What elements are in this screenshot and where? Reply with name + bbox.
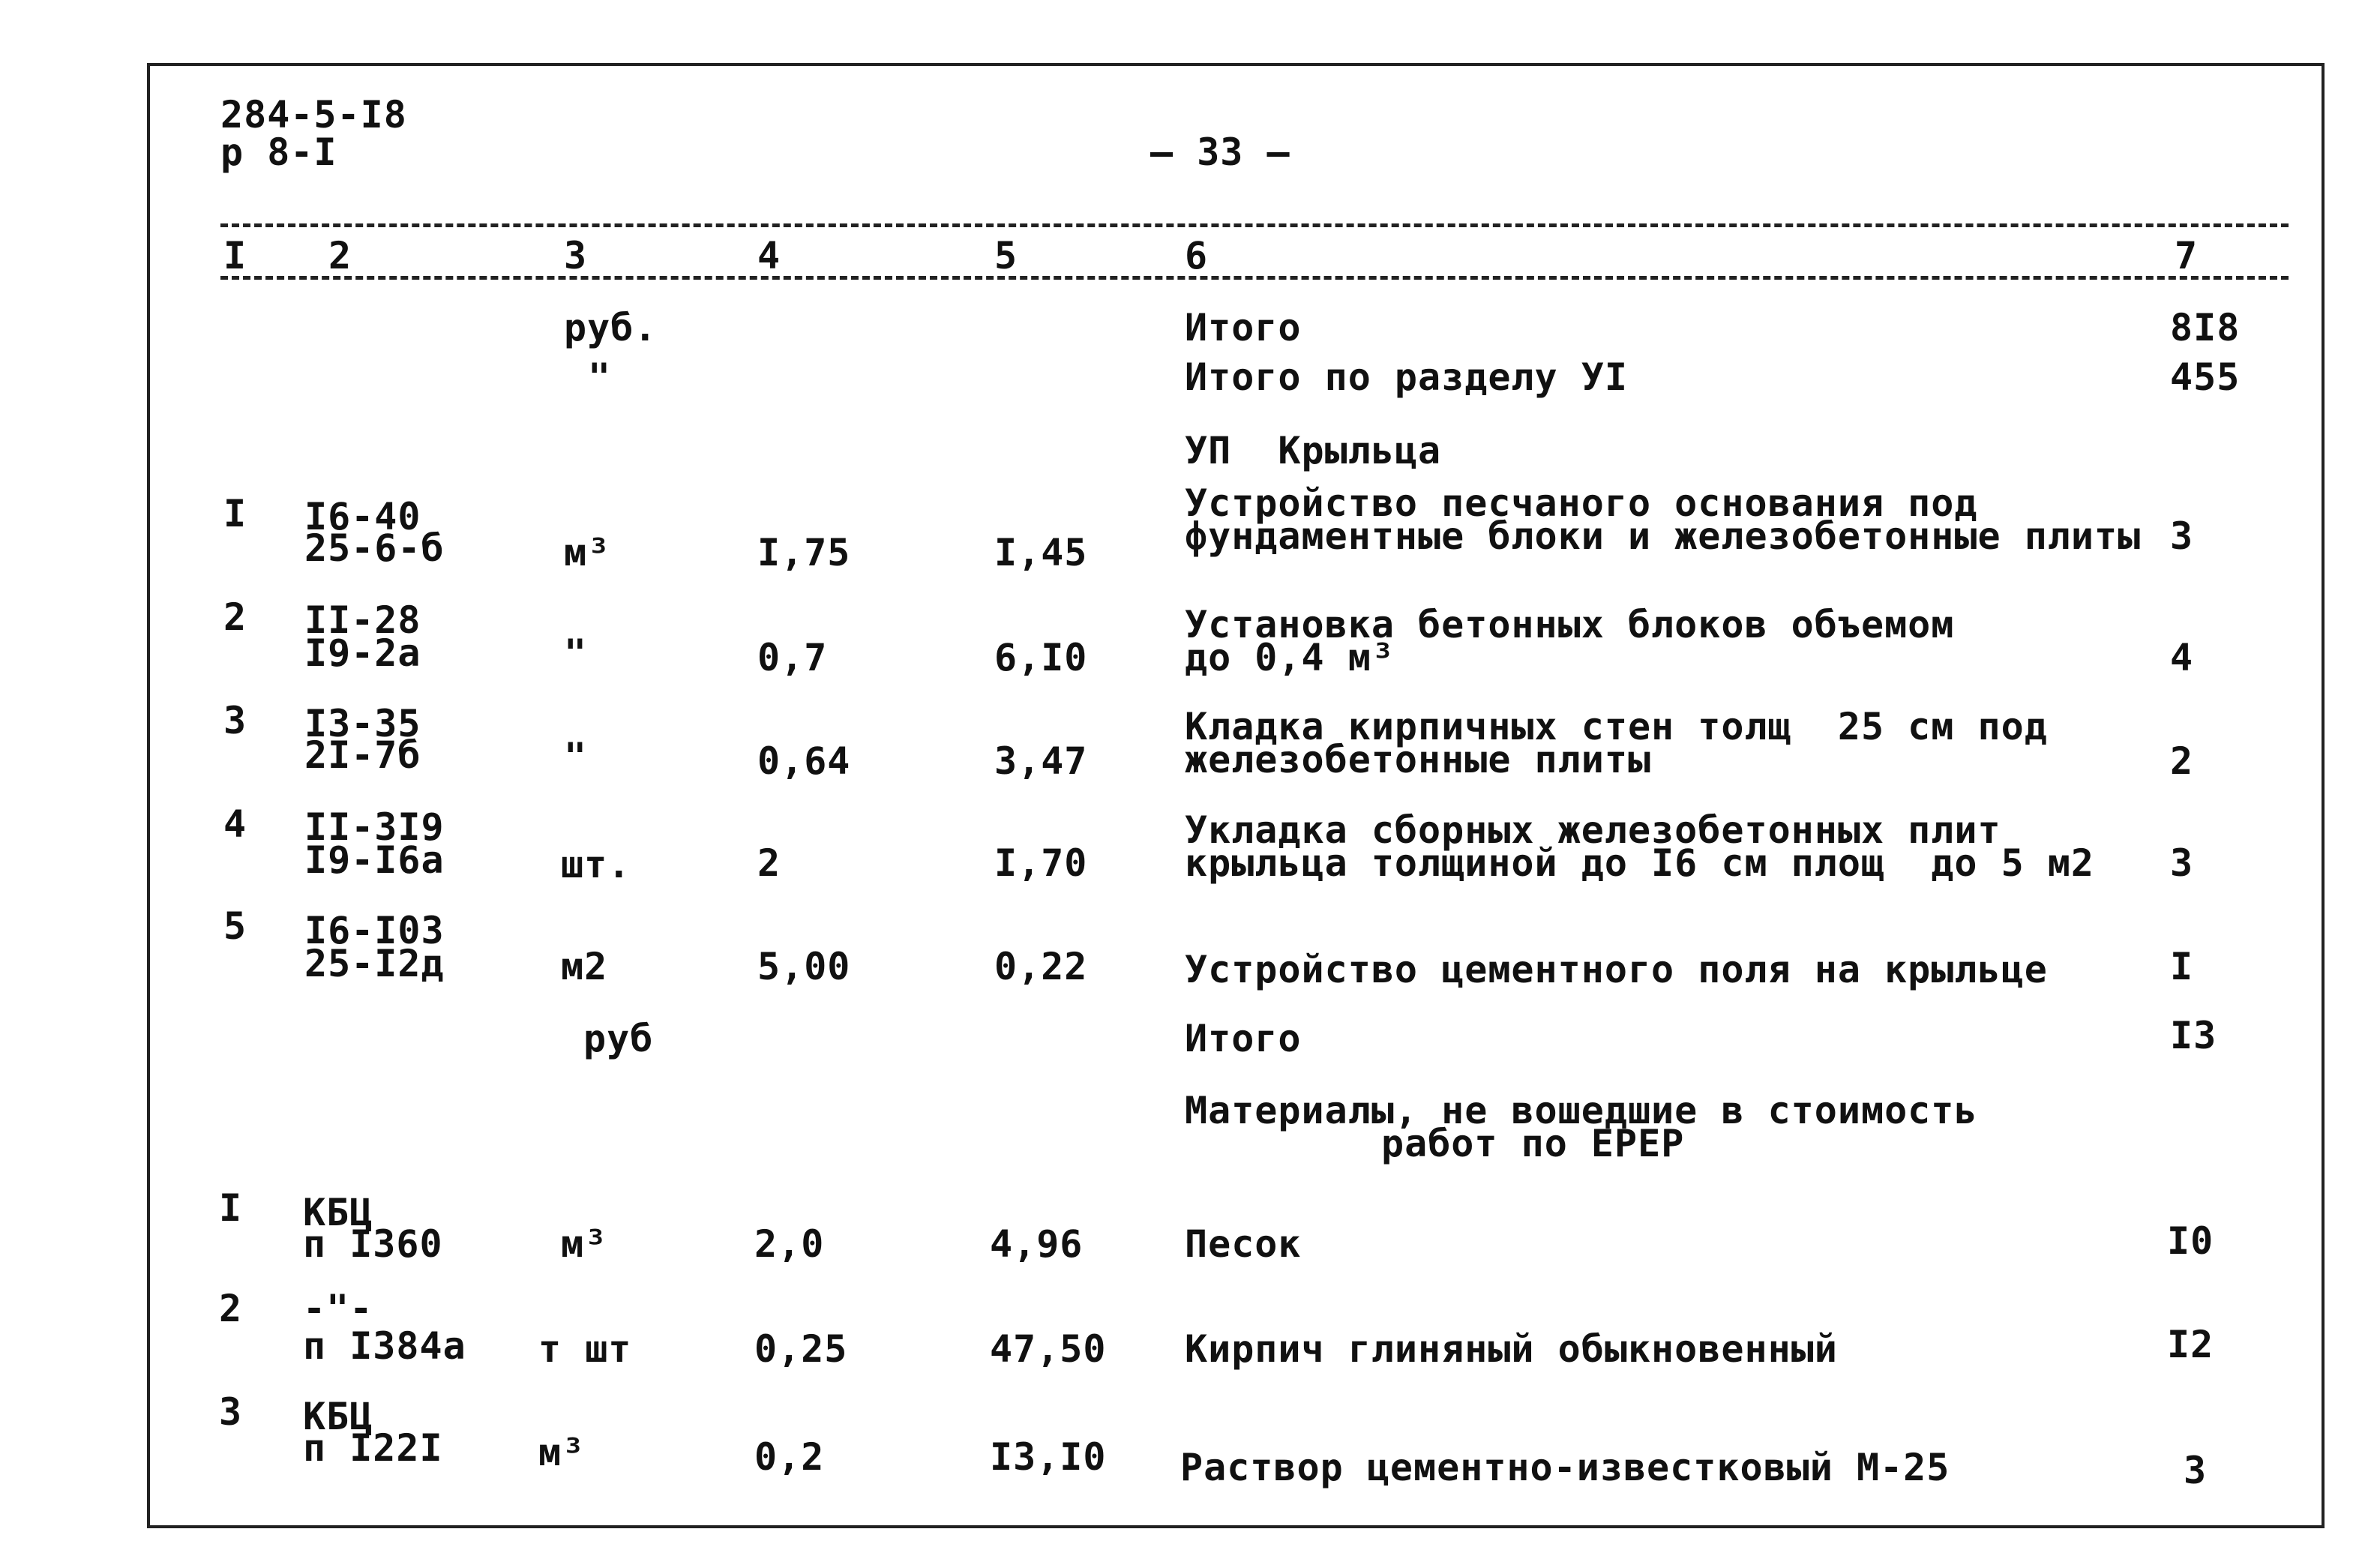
work-description: крыльца толщиной до I6 см площ до 5 м2 xyxy=(1185,841,2094,885)
unit: м³ xyxy=(564,531,611,574)
quantity: I,75 xyxy=(757,531,851,574)
summary-desc: Итого xyxy=(1185,306,1302,349)
work-description: Кладка кирпичных стен толщ 25 см под xyxy=(1185,705,2048,748)
unit: т шт xyxy=(538,1327,632,1371)
norm-code: II-28 xyxy=(304,598,421,642)
unit: м³ xyxy=(538,1431,586,1474)
row-total: 4 xyxy=(2170,636,2194,679)
quantity: 2 xyxy=(757,841,781,885)
summary-desc: Итого по разделу УI xyxy=(1185,355,1628,399)
unit: м2 xyxy=(561,945,608,988)
summary-total: 8I8 xyxy=(2170,306,2241,349)
unit-price: 47,50 xyxy=(990,1327,1107,1371)
materials-heading: Материалы, не вошедшие в стоимость xyxy=(1185,1089,1978,1132)
unit: " xyxy=(564,631,588,675)
row-total: I0 xyxy=(2167,1219,2214,1263)
norm-code: II-3I9 xyxy=(304,805,445,849)
material-name: Кирпич глиняный обыкновенный xyxy=(1185,1327,1838,1371)
subtotal-unit: руб xyxy=(583,1017,654,1060)
unit-price: I,45 xyxy=(994,531,1088,574)
summary-unit: " xyxy=(588,355,612,399)
col-5: 5 xyxy=(994,234,1018,277)
quantity: 0,2 xyxy=(754,1435,825,1479)
source-code: КБЦ xyxy=(303,1191,373,1234)
work-description: Установка бетонных блоков объемом xyxy=(1185,603,1955,646)
row-total: 3 xyxy=(2170,841,2194,885)
work-description: Устройство цементного поля на крыльце xyxy=(1185,948,2048,991)
norm-code: I6-I03 xyxy=(304,909,445,952)
work-description: железобетонные плиты xyxy=(1185,738,1652,781)
doc-code: 284-5-I8 xyxy=(220,93,407,136)
row-total: 3 xyxy=(2184,1449,2208,1492)
col-1: I xyxy=(223,234,247,277)
price-code: I9-2а xyxy=(304,631,421,675)
page-number: — 33 — xyxy=(1150,130,1290,174)
unit: м³ xyxy=(561,1222,608,1266)
col-2: 2 xyxy=(328,234,352,277)
header-rule-bottom xyxy=(220,276,2289,280)
price-code: 2I-7б xyxy=(304,733,421,777)
unit-price: 4,96 xyxy=(990,1222,1084,1266)
quantity: 0,64 xyxy=(757,739,851,783)
unit-price: I3,I0 xyxy=(990,1435,1107,1479)
col-4: 4 xyxy=(757,234,781,277)
summary-unit: руб. xyxy=(564,306,658,349)
source-code: -"- xyxy=(303,1287,373,1330)
row-number: I xyxy=(219,1186,243,1230)
row-number: 3 xyxy=(223,699,247,742)
unit: шт. xyxy=(561,843,631,886)
quantity: 2,0 xyxy=(754,1222,825,1266)
norm-code: I6-40 xyxy=(304,495,421,538)
work-description: до 0,4 м³ xyxy=(1185,636,1395,679)
sheet-number: р 8-I xyxy=(220,130,337,174)
quantity: 5,00 xyxy=(757,945,851,988)
row-number: 2 xyxy=(219,1287,243,1330)
col-6: 6 xyxy=(1185,234,1209,277)
work-description: Укладка сборных железобетонных плит xyxy=(1185,808,2001,852)
price-code: 25-I2д xyxy=(304,942,445,985)
norm-code: I3-35 xyxy=(304,702,421,745)
row-total: 3 xyxy=(2170,514,2194,558)
item-code: п I360 xyxy=(303,1222,443,1266)
row-number: 4 xyxy=(223,802,247,846)
row-total: I2 xyxy=(2167,1323,2214,1366)
quantity: 0,7 xyxy=(757,636,828,679)
work-description: Устройство песчаного основания под xyxy=(1185,481,1978,525)
row-number: 2 xyxy=(223,595,247,639)
col-7: 7 xyxy=(2175,234,2199,277)
source-code: КБЦ xyxy=(303,1395,373,1438)
col-3: 3 xyxy=(564,234,588,277)
row-total: 2 xyxy=(2170,739,2194,783)
row-number: 5 xyxy=(223,904,247,948)
summary-total: 455 xyxy=(2170,355,2241,399)
page-frame xyxy=(147,63,2325,1528)
item-code: п I384а xyxy=(303,1324,466,1368)
subtotal-total: I3 xyxy=(2170,1014,2217,1057)
quantity: 0,25 xyxy=(754,1327,848,1371)
item-code: п I22I xyxy=(303,1426,443,1470)
price-code: 25-6-б xyxy=(304,526,445,570)
unit: " xyxy=(564,735,588,778)
unit-price: I,70 xyxy=(994,841,1088,885)
unit-price: 0,22 xyxy=(994,945,1088,988)
unit-price: 3,47 xyxy=(994,739,1088,783)
row-number: 3 xyxy=(219,1390,243,1434)
subtotal-desc: Итого xyxy=(1185,1017,1302,1060)
row-total: I xyxy=(2170,945,2194,988)
materials-heading-2: работ по ЕРЕР xyxy=(1381,1122,1685,1165)
price-code: I9-I6а xyxy=(304,838,445,882)
material-name: Раствор цементно-известковый М-25 xyxy=(1180,1446,1950,1489)
header-rule-top xyxy=(220,223,2289,227)
row-number: I xyxy=(223,492,247,535)
work-description: фундаментные блоки и железобетонные плиты xyxy=(1185,514,2142,558)
unit-price: 6,I0 xyxy=(994,636,1088,679)
section-title: УП Крыльца xyxy=(1185,429,1442,472)
material-name: Песок xyxy=(1185,1222,1302,1266)
